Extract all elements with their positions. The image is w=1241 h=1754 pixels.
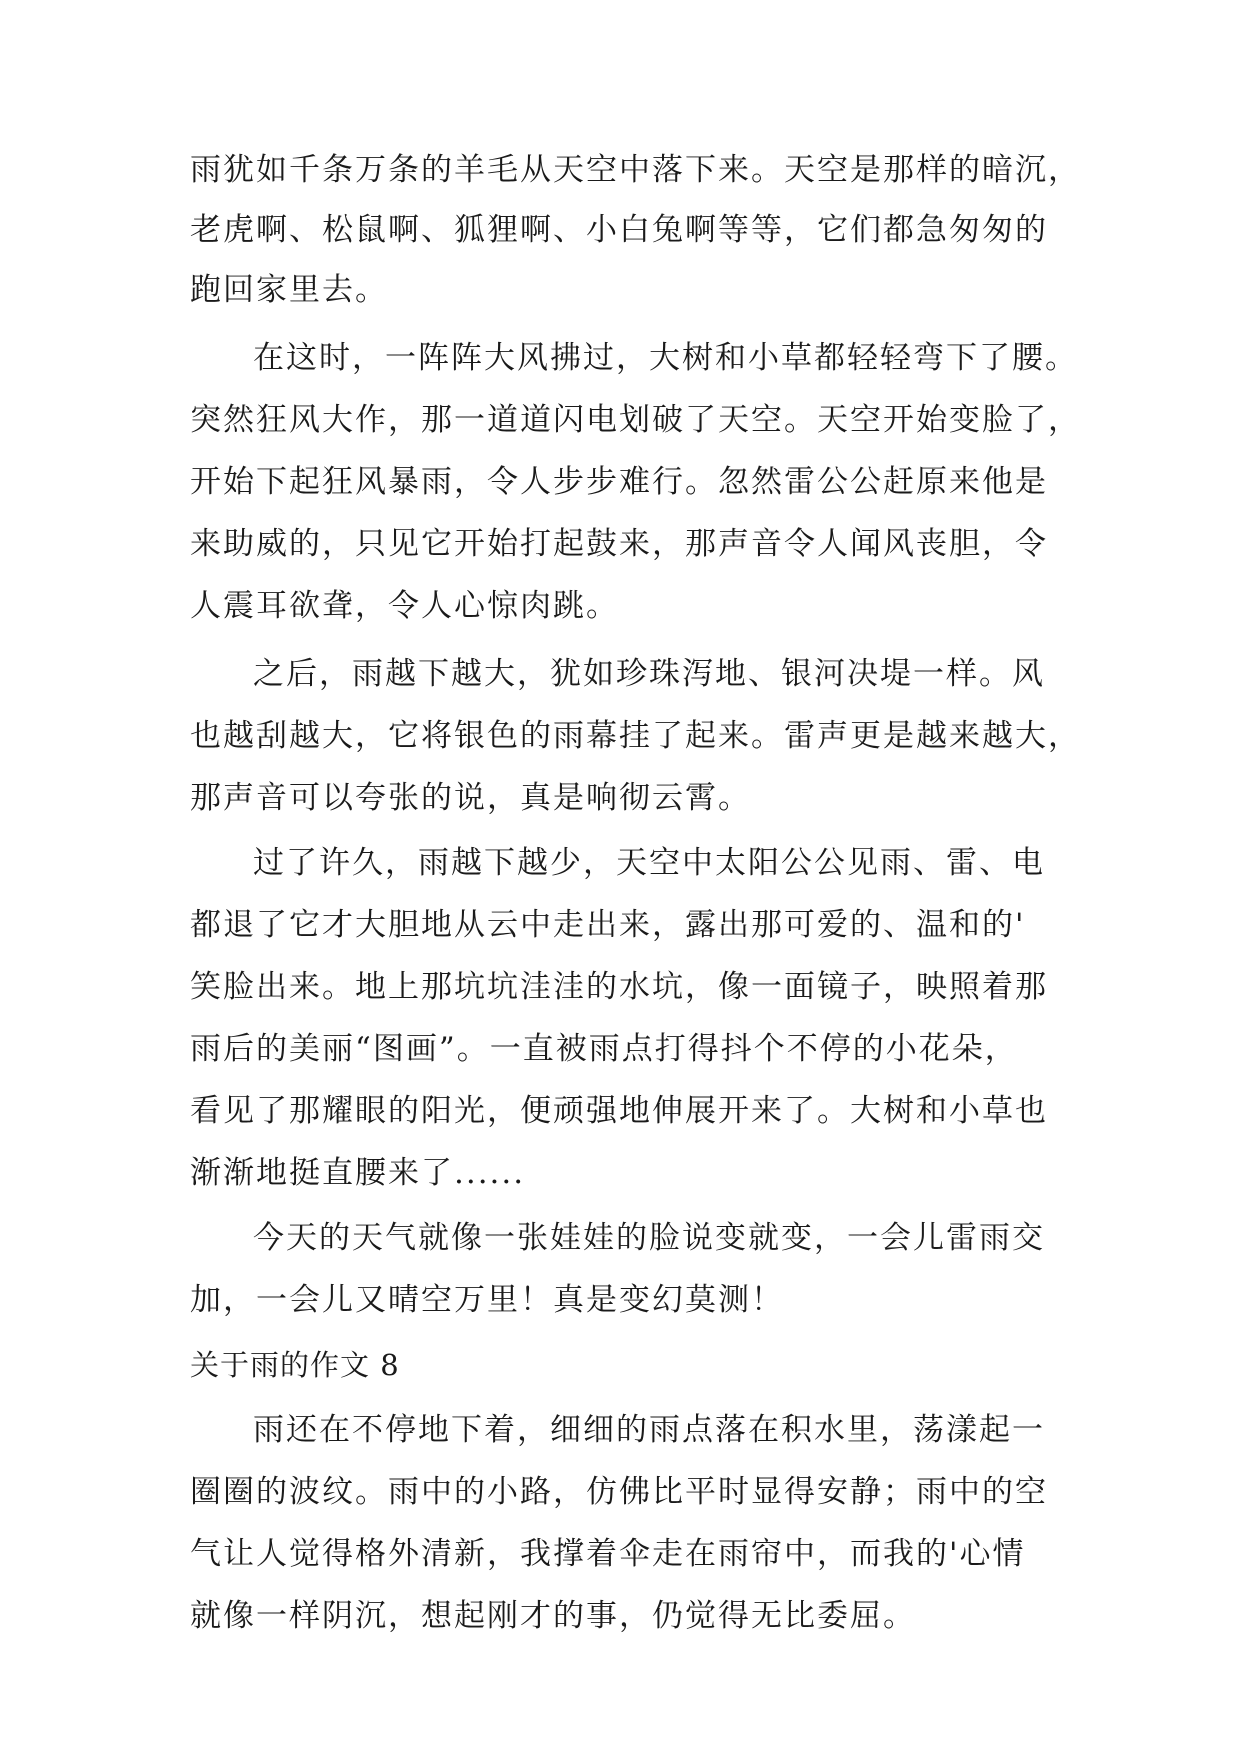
text-line: 那声音可以夸张的说，真是响彻云霄。 <box>190 780 751 816</box>
paragraph-start-line: 今天的天气就像一张娃娃的脸说变就变，一会儿雷雨交 <box>253 1220 1045 1256</box>
text-line: 开始下起狂风暴雨，令人步步难行。忽然雷公公赶原来他是 <box>190 464 1048 500</box>
text-line: 看见了那耀眼的阳光，便顽强地伸展开来了。大树和小草也 <box>190 1093 1048 1129</box>
text-line: 都退了它才大胆地从云中走出来，露出那可爱的、温和的' <box>190 907 1026 943</box>
paragraph-start-line: 雨还在不停地下着，细细的雨点落在积水里，荡漾起一 <box>253 1412 1045 1448</box>
text-line: 来助威的，只见它开始打起鼓来，那声音令人闻风丧胆，令 <box>190 526 1048 562</box>
section-heading: 关于雨的作文 8 <box>190 1348 400 1382</box>
paragraph-start-line: 在这时，一阵阵大风拂过，大树和小草都轻轻弯下了腰。 <box>253 340 1078 376</box>
text-line: 雨犹如千条万条的羊毛从天空中落下来。天空是那样的暗沉， <box>190 152 1081 188</box>
paragraph-start-line: 过了许久，雨越下越少，天空中太阳公公见雨、雷、电 <box>253 845 1045 881</box>
text-line: 笑脸出来。地上那坑坑洼洼的水坑，像一面镜子，映照着那 <box>190 969 1048 1005</box>
text-line: 人震耳欲聋，令人心惊肉跳。 <box>190 588 619 624</box>
text-line: 圈圈的波纹。雨中的小路，仿佛比平时显得安静；雨中的空 <box>190 1474 1048 1510</box>
paragraph-start-line: 之后，雨越下越大，犹如珍珠泻地、银河决堤一样。风 <box>253 656 1045 692</box>
text-line: 渐渐地挺直腰来了...... <box>190 1155 526 1191</box>
text-line: 雨后的美丽“图画”。一直被雨点打得抖个不停的小花朵， <box>190 1031 1018 1067</box>
text-line: 加，一会儿又晴空万里！真是变幻莫测！ <box>190 1282 784 1318</box>
text-line: 也越刮越大，它将银色的雨幕挂了起来。雷声更是越来越大， <box>190 718 1081 754</box>
text-line: 跑回家里去。 <box>190 272 388 308</box>
text-line: 老虎啊、松鼠啊、狐狸啊、小白兔啊等等，它们都急匆匆的 <box>190 212 1048 248</box>
text-line: 就像一样阴沉，想起刚才的事，仍觉得无比委屈。 <box>190 1598 916 1634</box>
text-line: 突然狂风大作，那一道道闪电划破了天空。天空开始变脸了， <box>190 402 1081 438</box>
text-line: 气让人觉得格外清新，我撑着伞走在雨帘中，而我的'心情 <box>190 1536 1026 1572</box>
